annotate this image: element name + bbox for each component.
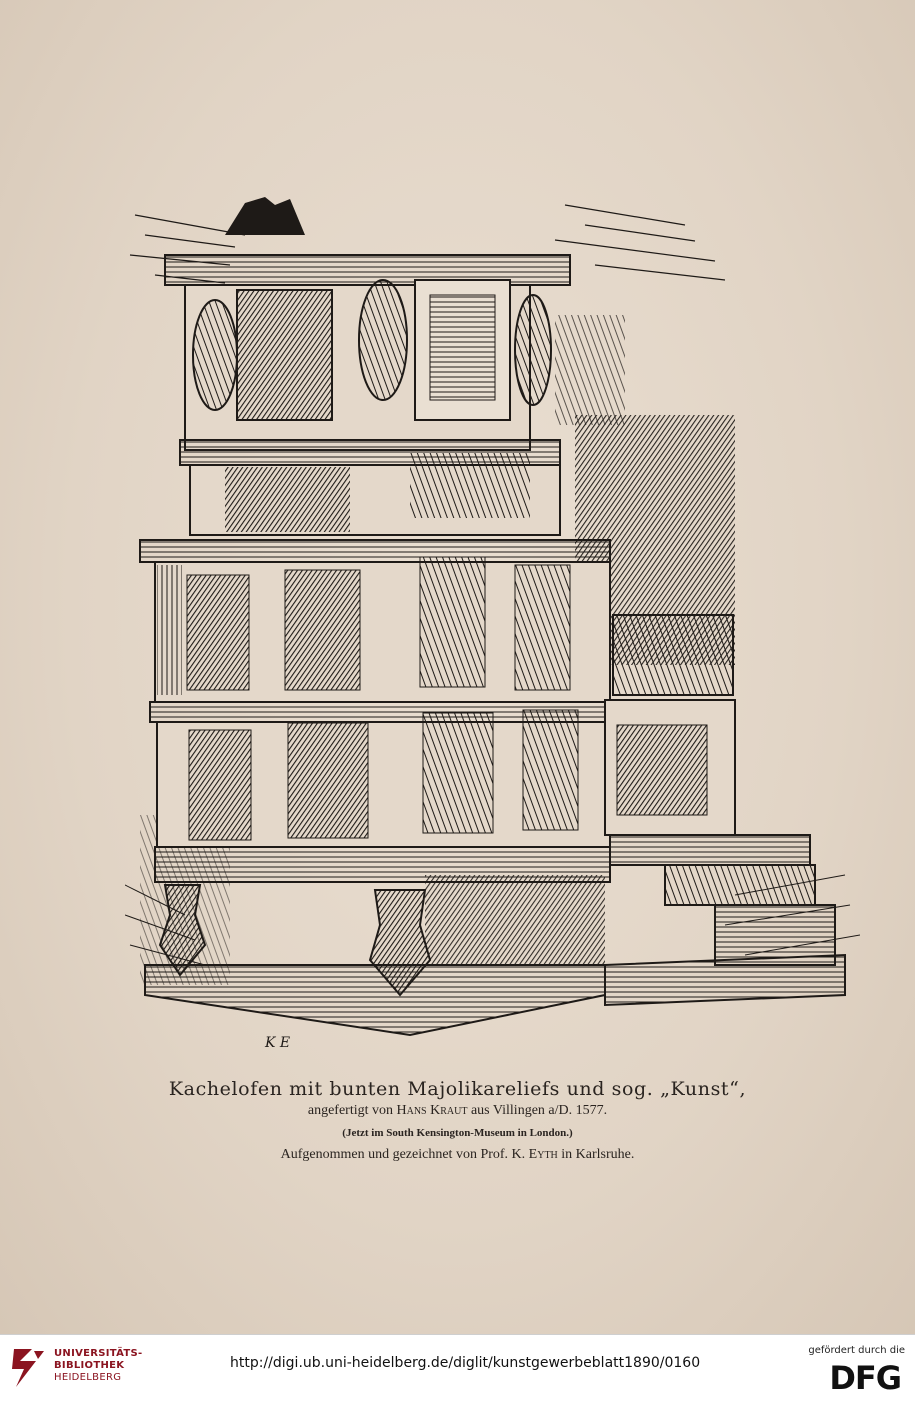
library-logo-icon[interactable]	[10, 1345, 46, 1391]
caption-credit	[0, 1147, 915, 1163]
library-name-line3: HEIDELBERG	[54, 1372, 122, 1383]
stove-body	[140, 540, 610, 882]
bench	[605, 615, 835, 965]
caption-credit-suffix: in Karlsruhe.	[557, 1147, 635, 1162]
upper-tier	[165, 197, 570, 450]
caption-maker	[0, 1103, 915, 1119]
stove-engraving	[125, 195, 860, 1065]
caption-maker-prefix: angefertigt von	[307, 1103, 397, 1118]
caption-credit-prefix: Aufgenommen und gezeichnet von Prof. K.	[280, 1147, 529, 1162]
caption-title: Kachelofen mit bunten Majolikareliefs und sog. „Kunst“,	[168, 1078, 747, 1100]
artist-signature: K E	[265, 1035, 291, 1051]
caption-maker-suffix: aus Villingen a/D. 1577.	[467, 1103, 608, 1118]
caption-credit-name: Eyth	[528, 1147, 558, 1162]
dfg-logo[interactable]: DFG	[829, 1359, 901, 1397]
frieze	[180, 440, 560, 535]
library-name-line1: UNIVERSITÄTS-	[54, 1348, 143, 1359]
caption-maker-name: Hans Kraut	[396, 1103, 468, 1118]
library-name[interactable]	[54, 1348, 143, 1384]
permalink-url[interactable]: http://digi.ub.uni-heidelberg.de/diglit/kunstgewerbeblatt1890/0160	[230, 1355, 701, 1371]
library-name-line2: BIBLIOTHEK	[54, 1360, 125, 1371]
caption-location: (Jetzt im South Kensington-Museum in London.)	[342, 1127, 573, 1139]
funding-label: gefördert durch die	[808, 1345, 905, 1356]
footer-bar	[0, 1334, 915, 1401]
